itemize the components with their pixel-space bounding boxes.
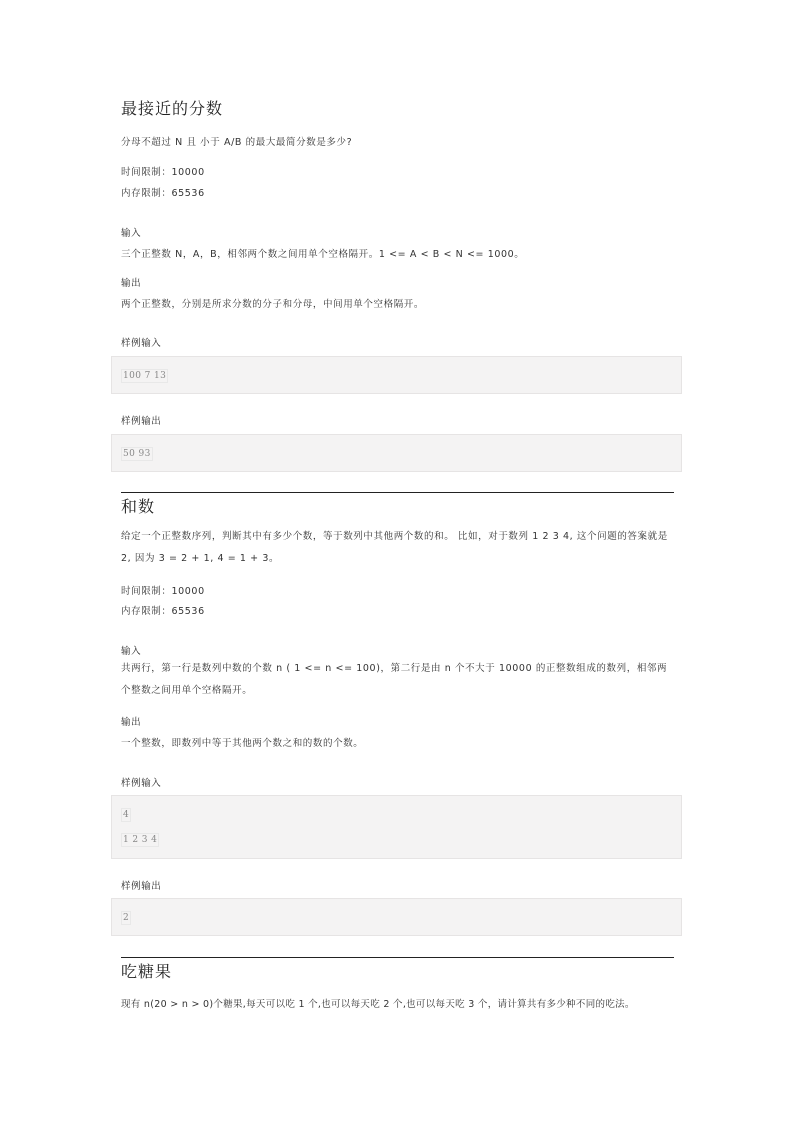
sample-input-line: 1 2 3 4 bbox=[123, 835, 158, 845]
memory-limit: 内存限制：65536 bbox=[121, 606, 205, 617]
input-description: 三个正整数 N，A，B，相邻两个数之间用单个空格隔开。1 <= A < B < N <= 1000。 bbox=[121, 249, 525, 260]
sample-output-box bbox=[111, 898, 682, 936]
output-heading: 输出 bbox=[121, 278, 142, 289]
time-limit: 时间限制：10000 bbox=[121, 586, 205, 597]
section-divider bbox=[121, 957, 674, 958]
problem-description: 分母不超过 N 且 小于 A/B 的最大最简分数是多少? bbox=[121, 137, 353, 148]
sample-input-box bbox=[111, 356, 682, 394]
sample-output-line: 50 93 bbox=[123, 449, 151, 459]
sample-input-line: 100 7 13 bbox=[123, 371, 167, 381]
time-limit: 时间限制：10000 bbox=[121, 167, 205, 178]
section-divider bbox=[121, 492, 674, 493]
problem-title: 和数 bbox=[121, 497, 156, 516]
input-description: 共两行，第一行是数列中数的个数 n ( 1 <= n <= 100)，第二行是由 n 个不大于 10000 的正整数组成的数列，相邻两个整数之间用单个空格隔开。 bbox=[121, 663, 668, 696]
sample-input-box bbox=[111, 795, 682, 859]
memory-limit: 内存限制：65536 bbox=[121, 188, 205, 199]
sample-input-heading: 样例输入 bbox=[121, 778, 162, 789]
problem-title: 最接近的分数 bbox=[121, 99, 224, 118]
output-description: 两个正整数，分别是所求分数的分子和分母，中间用单个空格隔开。 bbox=[121, 299, 425, 310]
output-heading: 输出 bbox=[121, 717, 142, 728]
input-heading: 输入 bbox=[121, 228, 142, 239]
sample-output-heading: 样例输出 bbox=[121, 416, 162, 427]
sample-output-line: 2 bbox=[123, 913, 130, 923]
sample-input-line: 4 bbox=[123, 810, 130, 820]
input-heading: 输入 bbox=[121, 646, 142, 657]
problem-title: 吃糖果 bbox=[121, 962, 173, 981]
problem-description: 现有 n(20 > n > 0)个糖果,每天可以吃 1 个,也可以每天吃 2 个,也可以每天吃 3 个，请计算共有多少种不同的吃法。 bbox=[121, 999, 635, 1010]
output-description: 一个整数，即数列中等于其他两个数之和的数的个数。 bbox=[121, 738, 364, 749]
sample-input-heading: 样例输入 bbox=[121, 338, 162, 349]
problem-description: 给定一个正整数序列，判断其中有多少个数，等于数列中其他两个数的和。 比如，对于数列 1 2 3 4, 这个问题的答案就是 2, 因为 3 = 2 + 1, 4 = 1 + 3。 bbox=[121, 531, 668, 564]
sample-output-heading: 样例输出 bbox=[121, 881, 162, 892]
sample-output-box bbox=[111, 434, 682, 472]
